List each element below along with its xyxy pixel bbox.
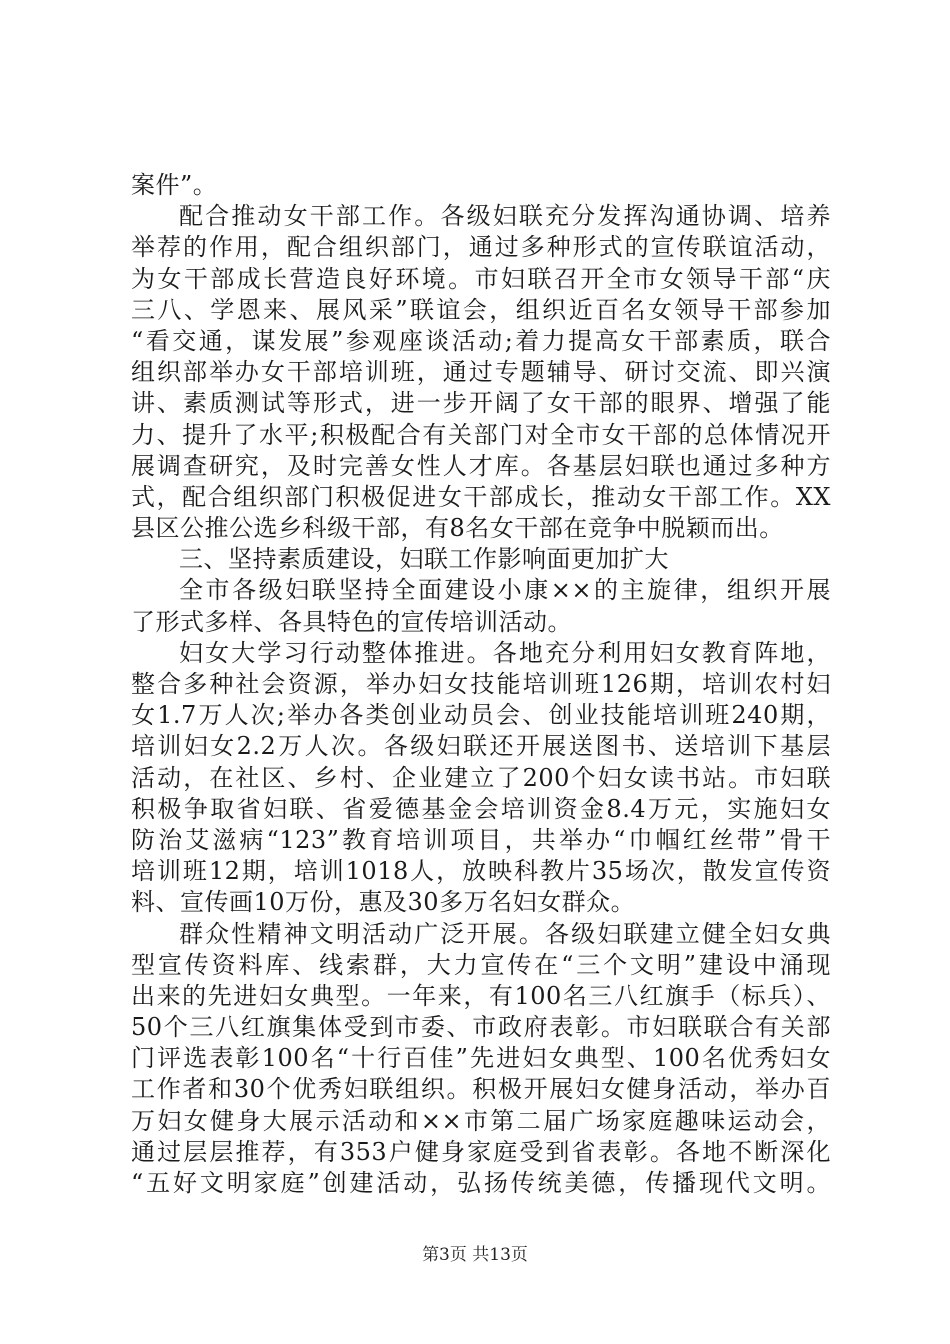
text-line: 案件”。 (131, 171, 218, 199)
text-line: 出来的先进妇女典型。一年来，有100名三八红旗手（标兵）、 (131, 981, 831, 1010)
paragraph-first-line: 全市各级妇联坚持全面建设小康××的主旋律，组织开展 (179, 576, 831, 605)
page-number-footer: 第3页 共13页 (422, 1245, 528, 1265)
text-line: “看交通，谋发展”参观座谈活动;着力提高女干部素质，联合 (131, 326, 831, 355)
text-line: 型宣传资料库、线索群，大力宣传在“三个文明”建设中涌现 (131, 950, 831, 979)
text-line: 50个三八红旗集体受到市委、市政府表彰。市妇联联合有关部 (131, 1013, 831, 1042)
text-line: 力、提升了水平;积极配合有关部门对全市女干部的总体情况开 (131, 420, 831, 449)
text-line: 组织部举办女干部培训班，通过专题辅导、研讨交流、即兴演 (131, 358, 831, 387)
document-body (131, 170, 831, 1199)
text-line: 式，配合组织部门积极促进女干部成长，推动女干部工作。XX (131, 482, 831, 511)
text-line: 门评选表彰100名“十行百佳”先进妇女典型、100名优秀妇女 (131, 1044, 831, 1073)
text-line: 为女干部成长营造良好环境。市妇联召开全市女领导干部“庆 (131, 264, 831, 293)
text-line: 整合多种社会资源，举办妇女技能培训班126期，培训农村妇 (131, 670, 831, 698)
text-line: 讲、素质测试等形式，进一步开阔了女干部的眼界、增强了能 (131, 389, 831, 418)
section-heading: 三、坚持素质建设，妇联工作影响面更加扩大 (179, 545, 669, 574)
text-line: 料、宣传画10万份，惠及30多万名妇女群众。 (131, 888, 636, 917)
text-line: 展调查研究，及时完善女性人才库。各基层妇联也通过多种方 (131, 451, 831, 480)
text-line: “五好文明家庭”创建活动，弘扬传统美德，传播现代文明。 (131, 1169, 831, 1197)
text-line: 女1.7万人次;举办各类创业动员会、创业技能培训班240期， (131, 701, 831, 730)
text-line: 活动，在社区、乡村、企业建立了200个妇女读书站。市妇联 (131, 763, 831, 792)
paragraph-first-line: 配合推动女干部工作。各级妇联充分发挥沟通协调、培养 (179, 202, 831, 231)
text-line: 积极争取省妇联、省爱德基金会培训资金8.4万元，实施妇女 (131, 794, 831, 823)
paragraph-first-line: 妇女大学习行动整体推进。各地充分利用妇女教育阵地， (179, 638, 831, 667)
text-line: 工作者和30个优秀妇联组织。积极开展妇女健身活动，举办百 (131, 1075, 831, 1104)
text-line: 三八、学恩来、展风采”联谊会，组织近百名女领导干部参加 (131, 295, 831, 324)
text-line: 通过层层推荐，有353户健身家庭受到省表彰。各地不断深化 (131, 1137, 831, 1166)
paragraph-first-line: 群众性精神文明活动广泛开展。各级妇联建立健全妇女典 (179, 919, 831, 948)
text-line: 防治艾滋病“123”教育培训项目，共举办“巾帼红丝带”骨干 (131, 825, 831, 854)
text-line: 举荐的作用，配合组织部门，通过多种形式的宣传联谊活动， (131, 233, 831, 262)
text-line: 培训班12期，培训1018人，放映科教片35场次，散发宣传资 (131, 857, 831, 886)
text-line: 培训妇女2.2万人次。各级妇联还开展送图书、送培训下基层 (131, 732, 831, 761)
text-line: 县区公推公选乡科级干部，有8名女干部在竞争中脱颖而出。 (131, 514, 784, 543)
text-line: 了形式多样、各具特色的宣传培训活动。 (131, 607, 572, 636)
text-line: 万妇女健身大展示活动和××市第二届广场家庭趣味运动会， (131, 1106, 831, 1135)
